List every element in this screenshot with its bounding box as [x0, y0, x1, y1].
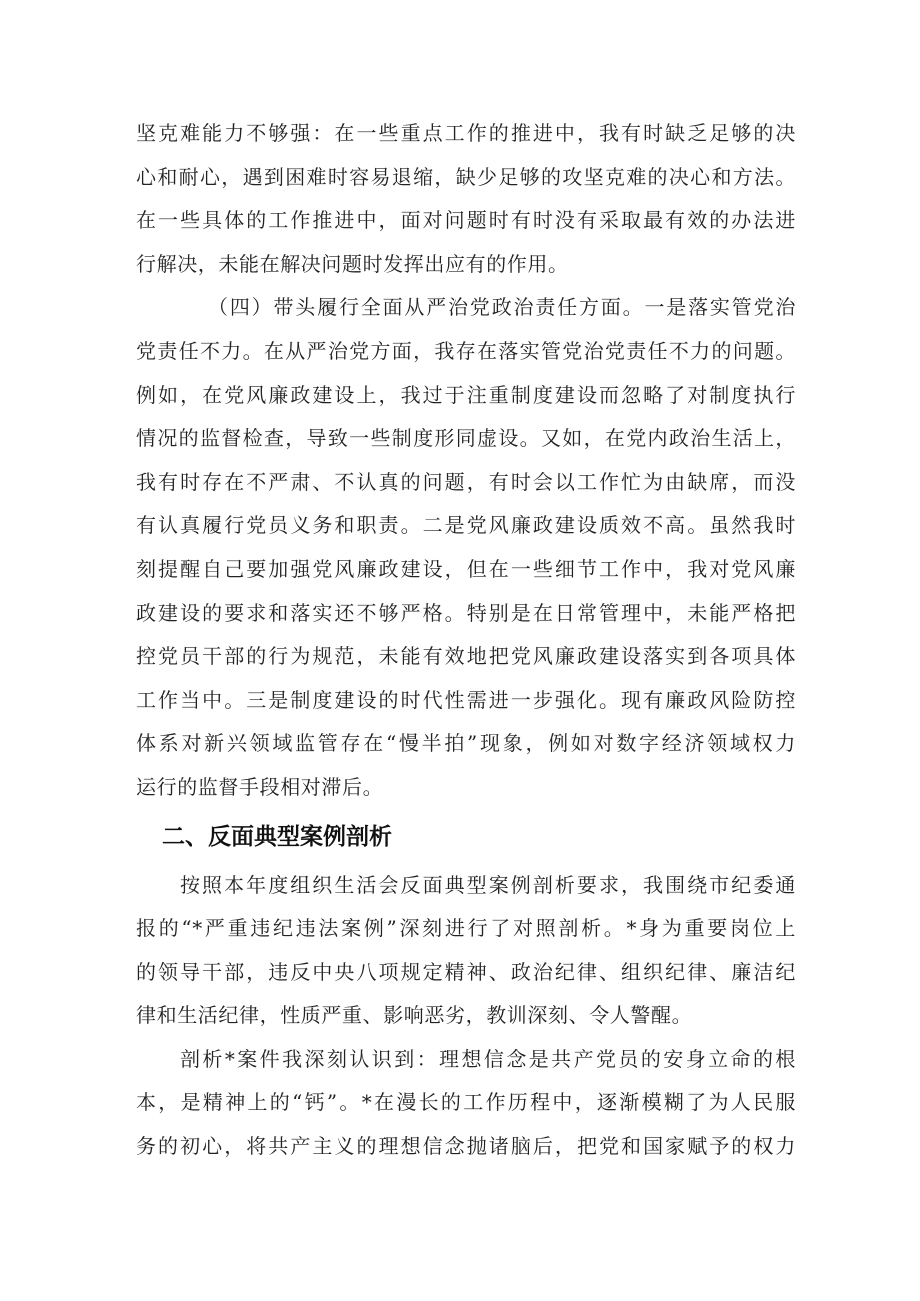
paragraph-party-responsibility: [136, 286, 796, 809]
paragraph-line: 按照本年度组织生活会反面典型案例剖析要求，我围绕市纪委通: [180, 872, 796, 897]
paragraph-line: 行解决，未能在解决问题时发挥出应有的作用。: [136, 251, 569, 276]
paragraph-line: 党责任不力。在从严治党方面，我存在落实管党治党责任不力的问题。: [136, 338, 796, 363]
paragraph-case-analysis-intro: [136, 864, 796, 1038]
paragraph-line: 有认真履行党员义务和职责。二是党风廉政建设质效不高。虽然我时: [136, 513, 796, 538]
paragraph-line: 政建设的要求和落实还不够严格。特别是在日常管理中，未能严格把: [136, 600, 796, 625]
paragraph-line: 剖析*案件我深刻认识到：理想信念是共产党员的安身立命的根: [180, 1046, 796, 1071]
paragraph-line: 心和耐心，遇到困难时容易退缩，缺少足够的攻坚克难的决心和方法。: [136, 164, 796, 189]
paragraph-line: 本，是精神上的“钙”。*在漫长的工作历程中，逐渐模糊了为人民服: [136, 1090, 796, 1115]
paragraph-line: 情况的监督检查，导致一些制度形同虚设。又如，在党内政治生活上，: [136, 426, 796, 451]
paragraph-line: 控党员干部的行为规范，未能有效地把党风廉政建设落实到各项具体: [136, 644, 796, 669]
paragraph-line: 在一些具体的工作推进中，面对问题时有时没有采取最有效的办法进: [136, 208, 796, 233]
paragraph-line: 报的“*严重违纪违法案例”深刻进行了对照剖析。*身为重要岗位上: [136, 916, 796, 941]
paragraph-line: 刻提醒自己要加强党风廉政建设，但在一些细节工作中，我对党风廉: [136, 556, 796, 581]
paragraph-line: 坚克难能力不够强：在一些重点工作的推进中，我有时缺乏足够的决: [136, 121, 796, 145]
paragraph-line: （四）带头履行全面从严治党政治责任方面。一是落实管党治: [208, 295, 796, 320]
paragraph-line: 工作当中。三是制度建设的时代性需进一步强化。现有廉政风险防控: [136, 687, 796, 712]
paragraph-line: 例如，在党风廉政建设上，我过于注重制度建设而忽略了对制度执行: [136, 382, 796, 407]
paragraph-line: 务的初心，将共产主义的理想信念抛诸脑后，把党和国家赋予的权力: [136, 1134, 796, 1159]
paragraph-line: 的领导干部，违反中央八项规定精神、政治纪律、组织纪律、廉洁纪: [136, 959, 796, 984]
paragraph-line: 体系对新兴领域监管存在“慢半拍”现象，例如对数字经济领域权力: [136, 731, 796, 756]
paragraph-case-analysis-reflection: [136, 1038, 796, 1169]
paragraph-line: 运行的监督手段相对滞后。: [136, 774, 384, 799]
paragraph-line: 我有时存在不严肃、不认真的问题，有时会以工作忙为由缺席，而没: [136, 469, 796, 494]
paragraph-line: 律和生活纪律，性质严重、影响恶劣，教训深刻、令人警醒。: [136, 1003, 693, 1028]
paragraph-resolve-difficulties: [136, 112, 796, 286]
section-heading: 二、反面典型案例剖析: [162, 823, 392, 850]
document-body: [136, 112, 796, 1169]
